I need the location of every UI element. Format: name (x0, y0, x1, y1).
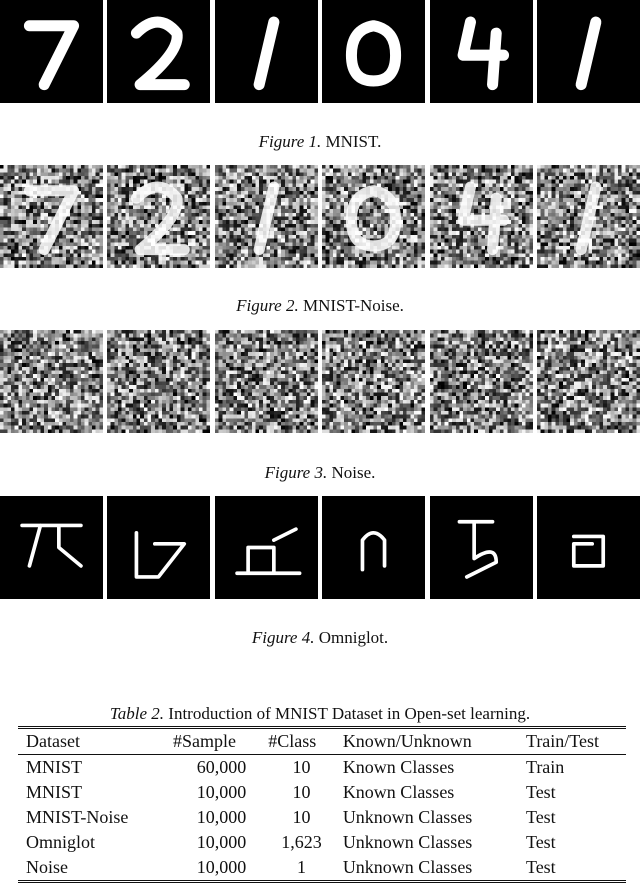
cell-train-test: Test (525, 857, 556, 877)
cell-known-unknown: Known Classes (342, 782, 455, 802)
header-class: #Class (268, 731, 317, 751)
table-row (18, 830, 626, 855)
sample-image (537, 165, 640, 268)
sample-image (0, 330, 103, 433)
sample-image (430, 496, 533, 599)
sample-image (215, 496, 318, 599)
table-row (18, 855, 626, 882)
sample-image (430, 165, 533, 268)
figure-3-label: Figure 3. (264, 463, 328, 482)
figure-1-strip (0, 0, 640, 103)
cell-known-unknown: Known Classes (342, 757, 455, 777)
table-label: Table 2. (109, 704, 165, 723)
sample-image (322, 0, 425, 103)
figure-1-caption (0, 132, 640, 152)
cell-train-test: Test (525, 832, 556, 852)
figure-2-name: MNIST-Noise. (302, 296, 404, 315)
sample-image (215, 165, 318, 268)
header-train-test: Train/Test (525, 731, 600, 751)
cell-sample: 10,000 (196, 807, 247, 827)
figure-1-label: Figure 1. (258, 132, 322, 151)
figure-2-caption (0, 296, 640, 316)
figure-4-label: Figure 4. (251, 628, 315, 647)
figure-3-strip (0, 330, 640, 433)
figure-2-label: Figure 2. (236, 296, 299, 315)
dataset-table (18, 726, 626, 883)
table-header-row (18, 728, 626, 755)
table-title: Introduction of MNIST Dataset in Open-set learning. (168, 704, 531, 723)
figure-2-strip (0, 165, 640, 268)
cell-train-test: Test (525, 782, 556, 802)
sample-image (0, 0, 103, 103)
figure-4-strip (0, 496, 640, 599)
cell-class: 10 (292, 757, 311, 777)
cell-class: 10 (292, 807, 311, 827)
cell-sample: 10,000 (196, 832, 247, 852)
sample-image (322, 330, 425, 433)
table-caption (0, 704, 640, 724)
sample-image (430, 330, 533, 433)
sample-image (107, 496, 210, 599)
sample-image (430, 0, 533, 103)
table-row (18, 755, 626, 781)
sample-image (107, 0, 210, 103)
sample-image (107, 165, 210, 268)
sample-image (107, 330, 210, 433)
cell-known-unknown: Unknown Classes (342, 857, 473, 877)
figure-4-caption (0, 628, 640, 648)
cell-class: 1,623 (281, 832, 322, 852)
cell-class: 1 (297, 857, 306, 877)
cell-dataset: Omniglot (26, 832, 96, 852)
cell-sample: 10,000 (196, 857, 247, 877)
figure-3-caption (0, 463, 640, 483)
cell-class: 10 (292, 782, 311, 802)
header-sample: #Sample (172, 731, 236, 751)
cell-dataset: MNIST (26, 757, 83, 777)
cell-train-test: Test (525, 807, 556, 827)
figure-3-name: Noise. (331, 463, 376, 482)
sample-image (322, 496, 425, 599)
sample-image (322, 165, 425, 268)
cell-sample: 60,000 (196, 757, 247, 777)
sample-image (0, 165, 103, 268)
cell-train-test: Train (525, 757, 565, 777)
cell-sample: 10,000 (196, 782, 247, 802)
header-dataset: Dataset (26, 731, 80, 751)
sample-image (537, 496, 640, 599)
cell-known-unknown: Unknown Classes (342, 807, 473, 827)
table-row (18, 805, 626, 830)
table-row (18, 780, 626, 805)
cell-known-unknown: Unknown Classes (342, 832, 473, 852)
sample-image (0, 496, 103, 599)
cell-dataset: Noise (26, 857, 68, 877)
sample-image (215, 0, 318, 103)
figure-4-name: Omniglot. (318, 628, 389, 647)
cell-dataset: MNIST-Noise (26, 807, 129, 827)
cell-dataset: MNIST (26, 782, 83, 802)
sample-image (215, 330, 318, 433)
sample-image (537, 330, 640, 433)
header-known-unknown: Known/Unknown (342, 731, 472, 751)
figure-1-name: MNIST. (325, 132, 382, 151)
sample-image (537, 0, 640, 103)
